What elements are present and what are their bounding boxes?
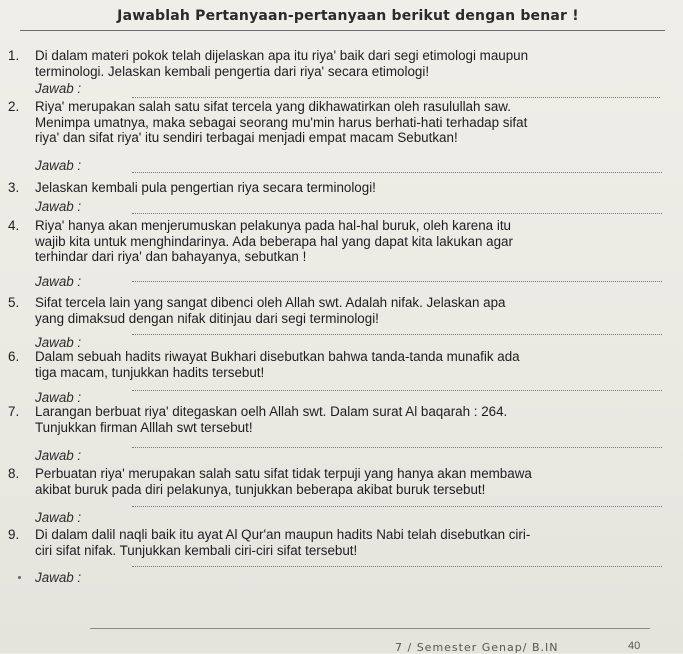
- page-number: 40: [628, 640, 641, 652]
- question-line: Jelaskan kembali pula pengertian riya secara terminologi!: [35, 180, 376, 195]
- question-number: 8.: [8, 466, 20, 481]
- header-divider: [20, 30, 665, 31]
- question-number: 1.: [8, 48, 20, 63]
- question-text: [35, 295, 665, 326]
- question-line: yang dimaksud dengan nifak ditinjau dari segi terminologi!: [35, 310, 379, 326]
- answer-label-6: Jawab :: [35, 390, 82, 405]
- question-line: Perbuatan riya' merupakan salah satu sifat tidak terpuji yang hanya akan membawa: [35, 466, 532, 481]
- question-line: akibat buruk pada diri pelakunya, tunjukkan beberapa akibat buruk tersebut!: [35, 481, 486, 497]
- question-text: [35, 99, 665, 146]
- question-text: [35, 218, 665, 265]
- question-number: 2.: [8, 99, 20, 114]
- question-line: wajib kita untuk menghindarinya. Ada beberapa hal yang dapat kita lakukan agar: [35, 233, 513, 249]
- question-text: [35, 404, 665, 435]
- question-text: [35, 527, 665, 558]
- answer-label-2: Jawab :: [35, 158, 82, 173]
- answer-label-1: Jawab :: [35, 81, 82, 96]
- question-line: terhindar dari riya' dan bahayanya, sebutkan !: [35, 249, 307, 264]
- question-number: 4.: [8, 218, 20, 233]
- question-line: Di dalam materi pokok telah dijelaskan apa itu riya' baik dari segi etimologi maupun: [35, 48, 529, 63]
- answer-line-6[interactable]: [132, 390, 662, 391]
- question-line: terminologi. Jelaskan kembali pengertia dari riya' secara etimologi!: [35, 63, 430, 79]
- question-text: [35, 349, 665, 380]
- answer-line-2[interactable]: [132, 172, 662, 173]
- answer-label-7: Jawab :: [35, 448, 82, 463]
- question-text: [35, 466, 665, 497]
- question-text: [35, 48, 665, 79]
- question-line: Riya' merupakan salah satu sifat tercela yang dikhawatirkan oleh rasulullah saw.: [35, 99, 511, 114]
- stray-mark: [18, 576, 21, 579]
- question-line: Riya' hanya akan menjerumuskan pelakunya pada hal-hal buruk, oleh karena itu: [35, 218, 511, 233]
- answer-label-5: Jawab :: [35, 335, 82, 350]
- answer-label-8: Jawab :: [35, 510, 82, 525]
- answer-line-1[interactable]: [132, 97, 660, 98]
- answer-line-9[interactable]: [132, 566, 662, 567]
- answer-label-4: Jawab :: [35, 274, 82, 289]
- footer-text: 7 / Semester Genap/ B.IN: [395, 641, 559, 654]
- answer-line-3[interactable]: [132, 213, 662, 214]
- question-number: 3.: [8, 180, 20, 195]
- question-line: riya' dan sifat riya' itu sendiri terbagai menjadi empat macam Sebutkan!: [35, 130, 458, 145]
- question-line: Sifat tercela lain yang sangat dibenci oleh Allah swt. Adalah nifak. Jelaskan apa: [35, 295, 506, 310]
- question-number: 7.: [8, 404, 20, 419]
- answer-line-8[interactable]: [132, 506, 662, 507]
- question-line: Tunjukkan firman Alllah swt tersebut!: [35, 419, 253, 435]
- footer-divider: [90, 628, 650, 629]
- question-line: tiga macam, tunjukkan hadits tersebut!: [35, 364, 265, 380]
- question-line: Menimpa umatnya, maka sebagai seorang mu'min harus berhati-hati terhadap sifat: [35, 114, 528, 130]
- question-text: [35, 180, 665, 196]
- answer-label-3: Jawab :: [35, 199, 82, 214]
- answer-line-5[interactable]: [132, 334, 662, 335]
- question-line: Larangan berbuat riya' ditegaskan oelh Allah swt. Dalam surat Al baqarah : 264.: [35, 404, 508, 419]
- question-line: ciri sifat nifak. Tunjukkan kembali ciri-ciri sifat tersebut!: [35, 542, 358, 558]
- answer-label-9: Jawab :: [35, 570, 82, 585]
- question-line: Dalam sebuah hadits riwayat Bukhari disebutkan bahwa tanda-tanda munafik ada: [35, 349, 520, 364]
- question-number: 6.: [8, 349, 20, 364]
- worksheet-header: Jawablah Pertanyaan-pertanyaan berikut dengan benar !: [117, 8, 579, 24]
- answer-line-4[interactable]: [132, 281, 662, 282]
- question-number: 5.: [8, 295, 20, 310]
- answer-line-7[interactable]: [132, 447, 662, 448]
- question-number: 9.: [8, 527, 20, 542]
- question-line: Di dalam dalil naqli baik itu ayat Al Qur'an maupun hadits Nabi telah disebutkan ciri-: [35, 527, 531, 542]
